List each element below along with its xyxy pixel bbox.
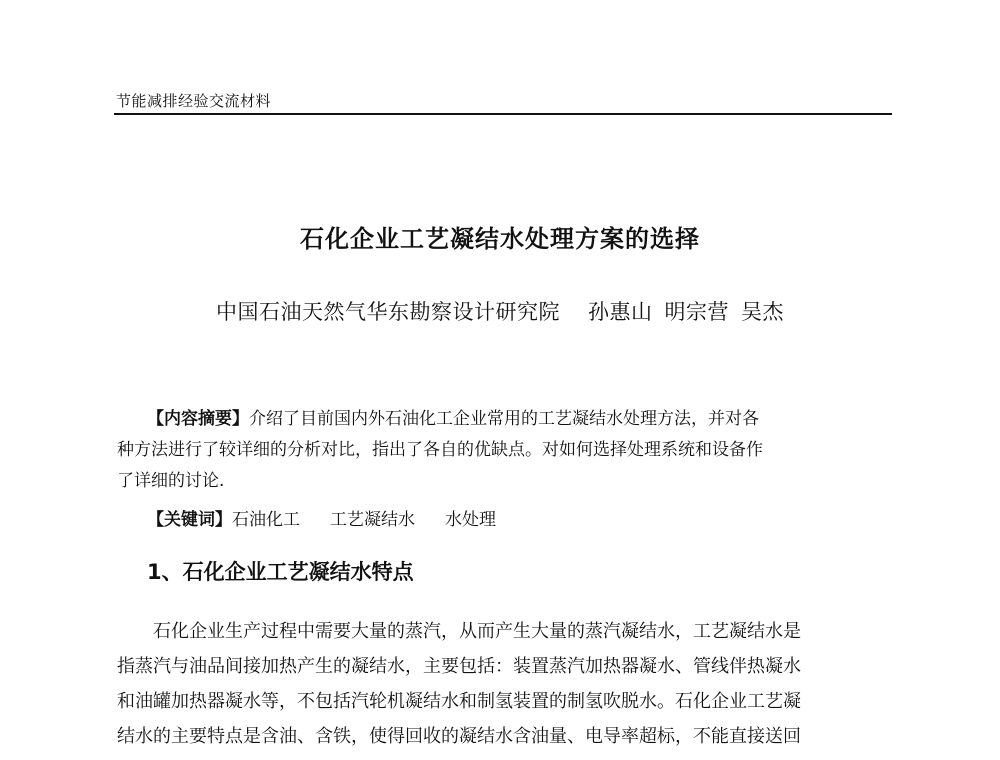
author-name: 孙惠山 — [588, 300, 653, 324]
abstract-text: 介绍了目前国内外石油化工企业常用的工艺凝结水处理方法，并对各 — [249, 409, 759, 429]
section-body — [117, 614, 892, 754]
keyword: 工艺凝结水 — [330, 510, 415, 530]
body-line: 结水的主要特点是含油、含铁，使得回收的凝结水含油量、电导率超标，不能直接送回 — [117, 726, 801, 747]
keyword: 石油化工 — [232, 510, 300, 530]
body-line: 石化企业生产过程中需要大量的蒸汽，从而产生大量的蒸汽凝结水，工艺凝结水是 — [153, 621, 801, 642]
abstract-text: 了详细的讨论. — [117, 471, 225, 491]
section-heading: 1、石化企业工艺凝结水特点 — [147, 560, 414, 584]
author-name: 明宗营 — [664, 300, 729, 324]
abstract-label: 【内容摘要】 — [147, 409, 249, 429]
institution: 中国石油天然气华东勘察设计研究院 — [216, 300, 560, 324]
article-title: 石化企业工艺凝结水处理方案的选择 — [300, 225, 700, 253]
keywords — [147, 505, 496, 530]
header-rule — [114, 113, 892, 115]
author-line — [0, 296, 1000, 326]
author-name: 吴杰 — [741, 300, 784, 324]
keyword: 水处理 — [445, 510, 496, 530]
abstract-text: 种方法进行了较详细的分析对比，指出了各自的优缺点。对如何选择处理系统和设备作 — [117, 440, 763, 460]
keywords-label: 【关键词】 — [147, 510, 232, 530]
running-header: 节能减排经验交流材料 — [116, 92, 272, 110]
body-line: 和油罐加热器凝水等，不包括汽轮机凝结水和制氢装置的制氢吹脱水。石化企业工艺凝 — [117, 691, 801, 712]
body-line: 指蒸汽与油品间接加热产生的凝结水，主要包括：装置蒸汽加热器凝水、管线伴热凝水 — [117, 656, 801, 677]
abstract — [117, 404, 892, 497]
